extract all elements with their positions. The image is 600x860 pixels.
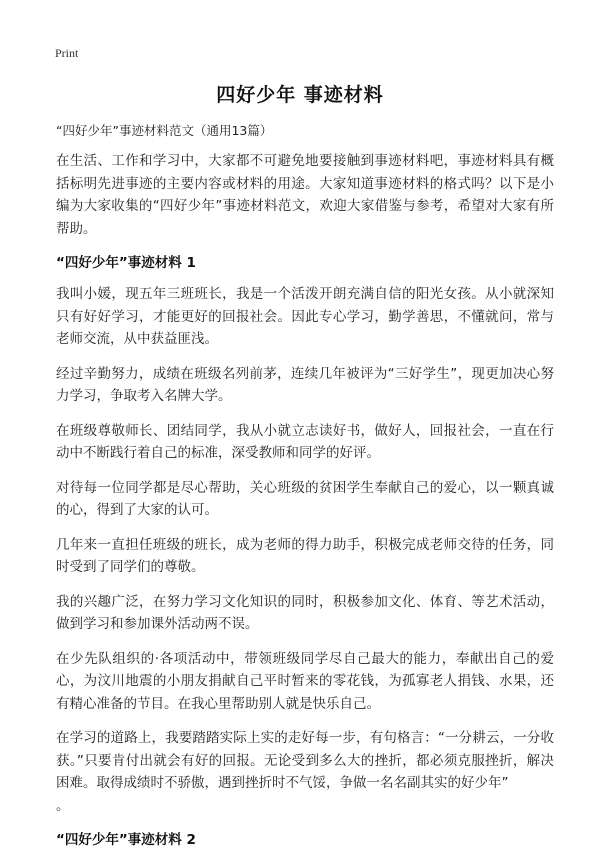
section-heading: “四好少年”事迹材料 2 bbox=[56, 832, 196, 848]
page-title: 四好少年 事迹材料 bbox=[216, 84, 384, 106]
section-1-paragraph-3: 在班级尊敬师长、团结同学，我从小就立志读好书，做好人，回报社会，一直在行动中不断践行着自己的标准，深受教师和同学的好评。 bbox=[56, 422, 554, 461]
section-1-paragraph-7: 在少先队组织的·各项活动中，带领班级同学尽自己最大的能力，奉献出自己的爱心，为汶川地震的小朋友捐献自己平时暂来的零花钱，为孤寡老人捐钱、水果，还有精心准备的节目。在我心里帮助别人就是快乐自己。 bbox=[56, 650, 554, 712]
section-1-paragraph-5: 几年来一直担任班级的班长，成为老师的得力助手，积极完成老师交待的任务，同时受到了同学们的尊敬。 bbox=[56, 536, 554, 575]
section-1-paragraph-2: 经过辛勤努力，成绩在班级名列前茅，连续几年被评为“三好学生”，现更加决心努力学习，争取考入名牌大学。 bbox=[56, 365, 554, 404]
section-2 bbox=[56, 829, 554, 851]
document-subtitle: “四好少年”事迹材料范文（通用13篇） bbox=[56, 123, 273, 138]
section-heading: “四好少年”事迹材料 1 bbox=[56, 255, 196, 271]
section-1-paragraph-6: 我的兴趣广泛，在努力学习文化知识的同时，积极参加文化、体育、等艺术活动，做到学习和参加课外活动两不误。 bbox=[56, 593, 554, 632]
section-1-paragraph-9: 。 bbox=[56, 797, 70, 814]
section-1 bbox=[56, 252, 554, 817]
section-1-paragraph-8: 在学习的道路上，我要踏踏实际上实的走好每一步，有句格言：“一分耕云，一分收获。”只要肯付出就会有好的回报。无论受到多么大的挫折，都必须克服挫折，解决困难。取得成绩时不骄傲，遇到挫折时不气馁，争做一名名副其实的好少年” bbox=[56, 730, 554, 791]
intro-paragraph: 在生活、工作和学习中，大家都不可避免地要接触到事迹材料吧，事迹材料具有概括标明先进事迹的主要内容或材料的用途。大家知道事迹材料的格式吗？以下是小编为大家收集的“四好少年”事迹材料范文，欢迎大家借鉴与参考，希望对大家有所帮助。 bbox=[56, 153, 554, 237]
print-link[interactable]: Print bbox=[55, 46, 79, 60]
document-body bbox=[56, 121, 554, 860]
section-1-paragraph-4: 对待每一位同学都是尽心帮助，关心班级的贫困学生奉献自己的爱心，以一颗真诚的心，得到了大家的认可。 bbox=[56, 479, 554, 518]
section-1-paragraph-1: 我叫小媛，现五年三班班长，我是一个活泼开朗充满自信的阳光女孩。从小就深知只有好好学习，才能更好的回报社会。因此专心学习，勤学善思，不懂就问，常与老师交流，从中获益匪浅。 bbox=[56, 286, 554, 347]
